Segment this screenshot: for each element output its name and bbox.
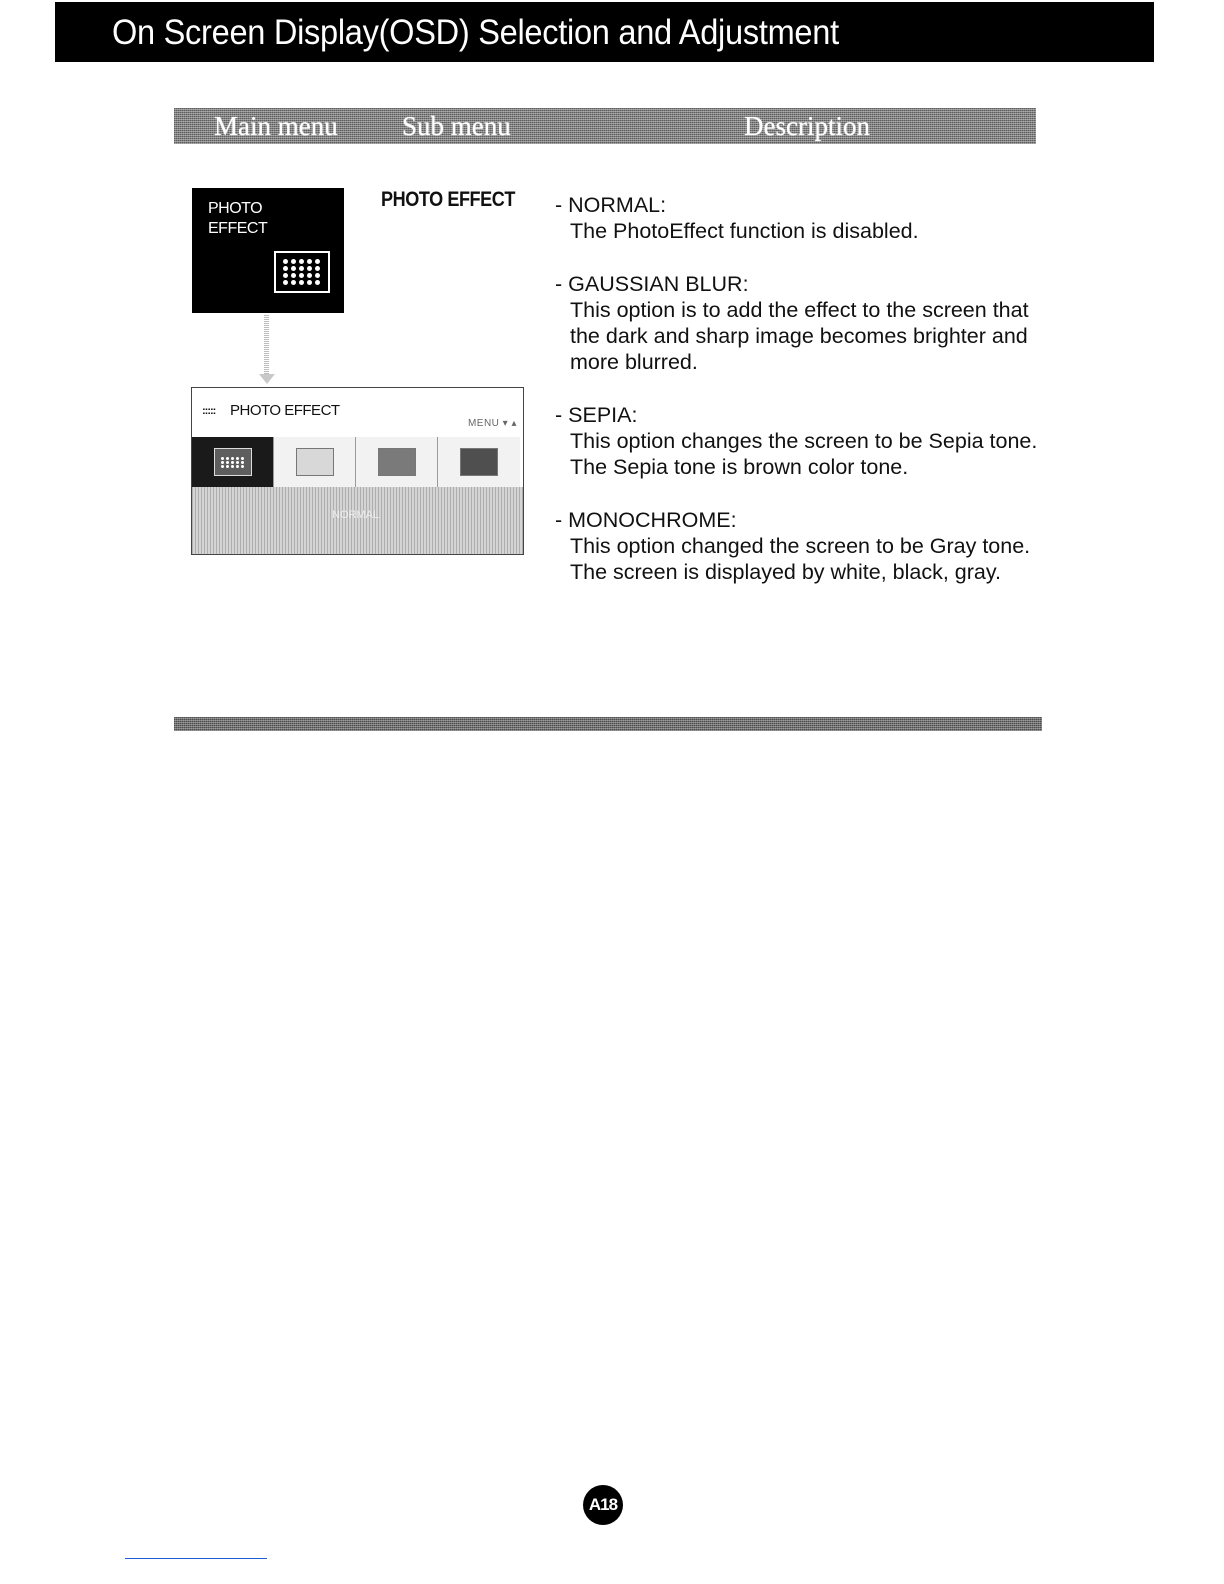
osd-control-hints: MENU ▾ ▴ xyxy=(467,418,517,429)
arrow-down-icon xyxy=(259,374,275,384)
osd-effect-tiles xyxy=(192,437,523,487)
option-text: The PhotoEffect function is disabled. xyxy=(570,219,919,244)
footer-rule xyxy=(125,1558,267,1559)
description-list xyxy=(555,192,1045,612)
option-name: - SEPIA: xyxy=(555,402,638,427)
option-name: - GAUSSIAN BLUR: xyxy=(555,271,749,296)
osd-header-title: PHOTO EFFECT xyxy=(230,402,340,419)
column-header-description: Description xyxy=(744,111,870,141)
option-sepia xyxy=(555,402,1045,481)
osd-tile-sepia xyxy=(356,437,438,487)
page-number-badge: A18 xyxy=(583,1485,623,1525)
gaussian-blur-effect-icon xyxy=(296,448,334,476)
option-text: This option changed the screen to be Gray tone. The screen is displayed by white, black, gray. xyxy=(570,533,1031,585)
option-gaussian-blur xyxy=(555,271,1045,376)
osd-footer xyxy=(192,487,523,554)
column-header-main-menu: Main menu xyxy=(214,111,338,141)
osd-tile-normal xyxy=(192,437,274,487)
option-monochrome xyxy=(555,507,1045,586)
option-text: This option changes the screen to be Sepia tone. The Sepia tone is brown color tone. xyxy=(570,429,1038,480)
table-header xyxy=(174,108,1036,144)
table-bottom-rule xyxy=(174,717,1042,731)
option-name: - MONOCHROME: xyxy=(555,507,737,532)
option-text: This option is to add the effect to the screen that the dark and sharp image becomes brighter and more blurred. xyxy=(570,297,1029,375)
submenu-photo-effect: PHOTO EFFECT xyxy=(381,188,515,211)
osd-photo-effect-screen xyxy=(191,387,524,555)
monochrome-effect-icon xyxy=(460,448,498,476)
flow-arrow-line xyxy=(264,314,269,376)
osd-tile-gaussian-blur xyxy=(274,437,356,487)
option-normal xyxy=(555,192,1045,245)
normal-effect-icon xyxy=(214,448,252,476)
dot-grid-icon xyxy=(274,251,330,293)
main-menu-photo-effect-tile xyxy=(192,188,344,313)
osd-tile-monochrome xyxy=(438,437,520,487)
sepia-effect-icon xyxy=(378,448,416,476)
page-title: On Screen Display(OSD) Selection and Adjustment xyxy=(112,13,839,52)
main-menu-label: PHOTO EFFECT xyxy=(208,200,268,237)
osd-footer-label: NORMAL xyxy=(332,509,380,521)
page-title-bar xyxy=(55,2,1154,62)
column-header-sub-menu: Sub menu xyxy=(402,111,511,141)
osd-header-icon: ::::: xyxy=(202,405,216,417)
option-name: - NORMAL: xyxy=(555,193,667,217)
osd-header xyxy=(192,388,523,437)
